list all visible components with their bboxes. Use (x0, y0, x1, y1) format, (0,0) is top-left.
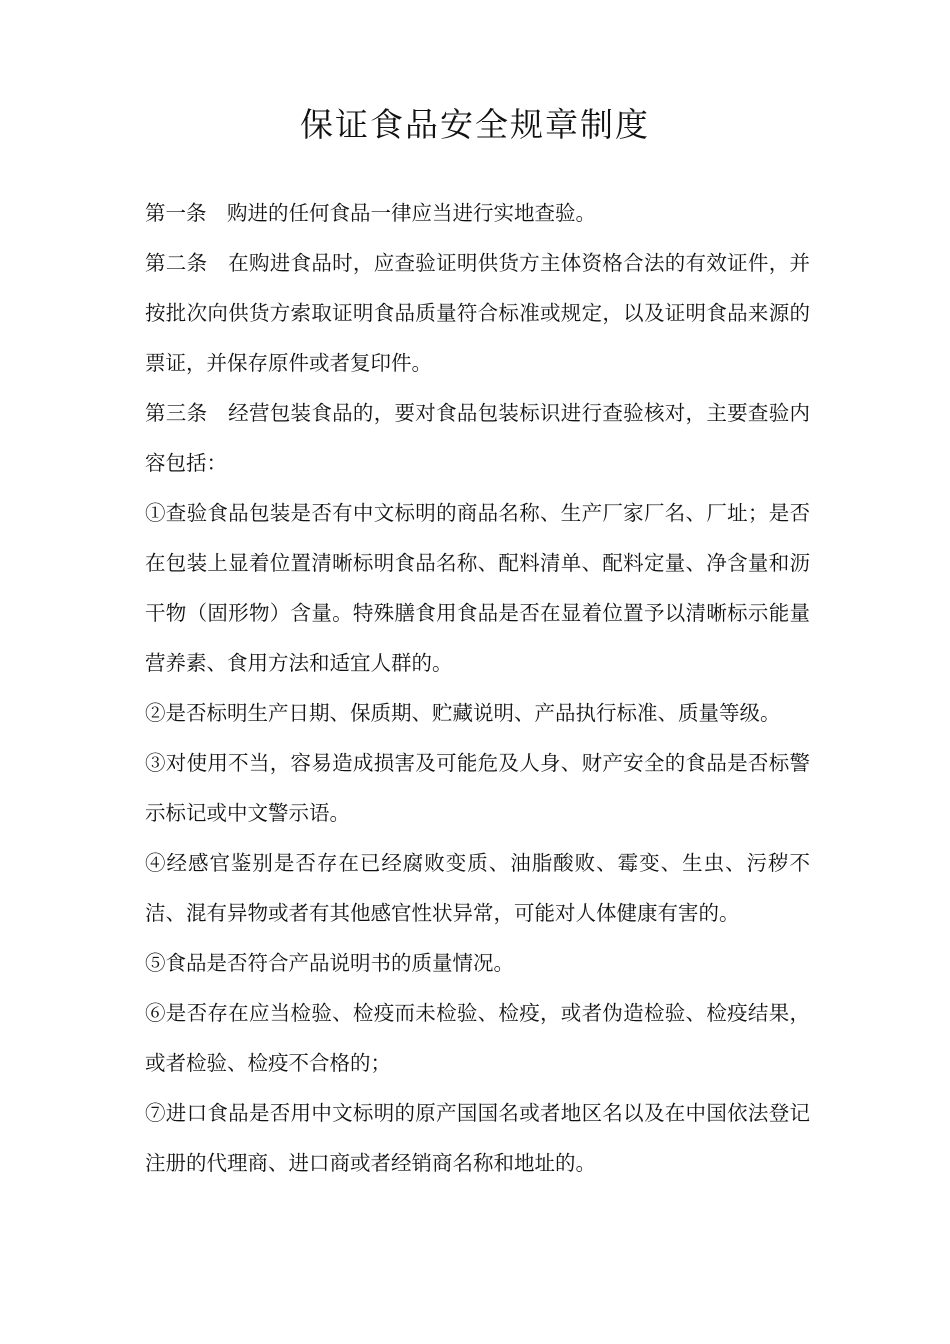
check-item-4: ④经感官鉴别是否存在已经腐败变质、油脂酸败、霉变、生虫、污秽不洁、混有异物或者有其他感官性状异常，可能对人体健康有害的。 (145, 851, 810, 925)
document-title: 保证食品安全规章制度 (300, 105, 650, 144)
article-3: 第三条 经营包装食品的，要对食品包装标识进行查验核对，主要查验内容包括： (145, 401, 810, 475)
check-item-5: ⑤食品是否符合产品说明书的质量情况。 (145, 951, 514, 975)
document-body (145, 188, 810, 1188)
check-item-7: ⑦进口食品是否用中文标明的原产国国名或者地区名以及在中国依法登记注册的代理商、进口商或者经销商名称和地址的。 (145, 1101, 810, 1175)
check-item-3: ③对使用不当，容易造成损害及可能危及人身、财产安全的食品是否标警示标记或中文警示语。 (145, 751, 810, 825)
article-2: 第二条 在购进食品时，应查验证明供货方主体资格合法的有效证件，并按批次向供货方索取证明食品质量符合标准或规定，以及证明食品来源的票证，并保存原件或者复印件。 (145, 251, 810, 375)
check-item-6: ⑥是否存在应当检验、检疫而未检验、检疫，或者伪造检验、检疫结果，或者检验、检疫不合格的； (145, 1001, 810, 1075)
article-1: 第一条 购进的任何食品一律应当进行实地查验。 (145, 201, 596, 225)
check-item-1: ①查验食品包装是否有中文标明的商品名称、生产厂家厂名、厂址；是否在包装上显着位置清晰标明食品名称、配料清单、配料定量、净含量和沥干物（固形物）含量。特殊膳食用食品是否在显着位置予以清晰标示能量营养素、食用方法和适宜人群的。 (145, 501, 810, 675)
check-item-2: ②是否标明生产日期、保质期、贮藏说明、产品执行标准、质量等级。 (145, 701, 781, 725)
